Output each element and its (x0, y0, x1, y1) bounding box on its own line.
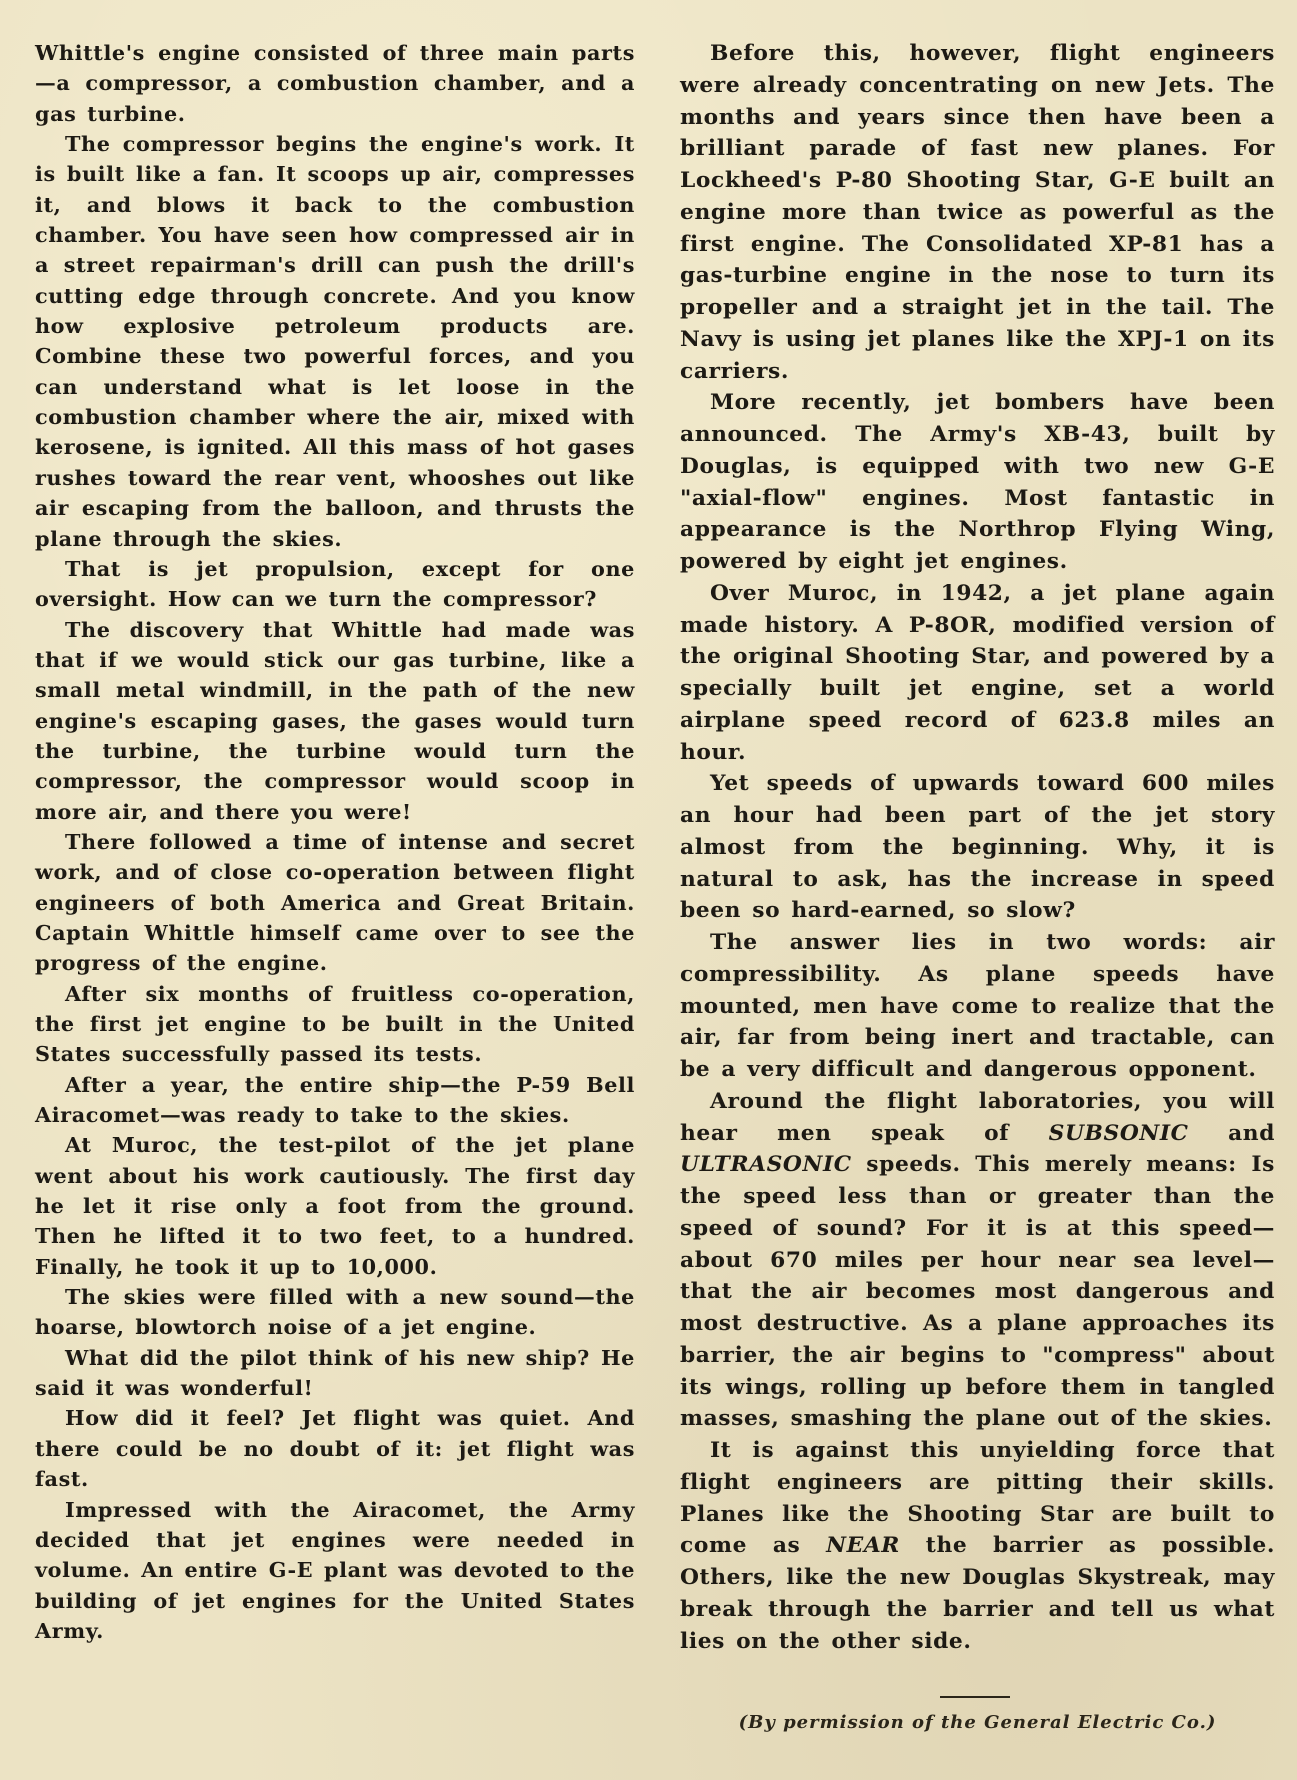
near-emphasis: NEAR (826, 1533, 900, 1559)
paragraph-unyielding-force (680, 1435, 1275, 1657)
final-text-after: the barrier as possible. Others, like the new Douglas Skystreak, may break through the barrier and tell us what lies on the other side. (680, 1533, 1275, 1654)
paragraph-discovery: The discovery that Whittle had made was that if we would stick our gas turbine, like a small metal windmill, in the path of the new engine's escaping gases, the gases would turn the turbine, the turbine would turn the compressor, the compressor would scoop in more air, and there you were! (35, 617, 635, 824)
permission-credit: (By permission of the General Electric Co.) (738, 1712, 1217, 1733)
final-text-before: It is against this unyielding force that flight engineers are pitting their skills. Planes like the Shooting Star are built to come as (680, 1438, 1275, 1559)
paragraph-airacomet: After a year, the entire ship—the P-59 Bell Airacomet—was ready to take to the skies. (35, 1072, 635, 1128)
subsonic-text-before: Around the flight laboratories, you will hear men speak of (680, 1088, 1275, 1146)
paragraph-new-sound: The skies were filled with a new sound—the hoarse, blowtorch noise of a jet engine. (35, 1285, 635, 1340)
paragraph-muroc-test: At Muroc, the test-pilot of the jet plane went about his work cautiously. The first day he let it rise only a foot from the ground. Then he lifted it to two feet, to a hundred. Finally, he took it up to 10,000. (35, 1133, 635, 1279)
paragraph-cooperation: There followed a time of intense and secret work, and of close co-operation between flight engineers of both America and Great Britain. Captain Whittle himself came over to see the progress of the engine. (35, 829, 635, 976)
paragraph-speed-question: Yet speeds of upwards toward 600 miles an hour had been part of the jet story almost from the beginning. Why, it is natural to ask, has the increase in speed been so hard-earned, so slow? (680, 771, 1275, 924)
paragraph-army-decided: Impressed with the Airacomet, the Army decided that jet engines were needed in volume. An entire G-E plant was devoted to the building of jet engines for the United States Army. (35, 1497, 635, 1643)
paragraph-jet-propulsion: That is jet propulsion, except for one oversight. How can we turn the compressor? (35, 556, 635, 612)
paragraph-subsonic (680, 1086, 1275, 1435)
paragraph-compressibility: The answer lies in two words: air compressibility. As plane speeds have mounted, men have come to realize that the air, far from being inert and tractable, can be a very difficult and dangerous opponent. (680, 930, 1275, 1082)
subsonic-term: SUBSONIC (1048, 1120, 1189, 1146)
left-column (35, 38, 635, 1646)
credit-divider (940, 1696, 1010, 1698)
subsonic-text-middle: and (1188, 1120, 1275, 1146)
paragraph-speed-record: Over Muroc, in 1942, a jet plane again made history. A P-8OR, modified version of the original Shooting Star, and powered by a specially built jet engine, set a world airplane speed record of 623.8 miles an hour. (680, 580, 1275, 765)
ultrasonic-term: ULTRASONIC (680, 1152, 852, 1178)
paragraph-pilot-opinion: What did the pilot think of his new ship? He said it was wonderful! (35, 1345, 635, 1401)
subsonic-text-after: speeds. This merely means: Is the speed less than or greater than the speed of sound? For it is at this speed—about 670 miles per hour near sea level—that the air becomes most dangerous and most destructive. As a plane approaches its barrier, the air begins to "compress" about its wings, rolling up before them in tangled masses, smashing the plane out of the skies. (680, 1152, 1275, 1432)
right-column (680, 38, 1275, 1657)
paragraph-jet-flight: How did it feel? Jet flight was quiet. And there could be no doubt of it: jet flight was fast. (35, 1406, 635, 1492)
paragraph-jet-bombers: More recently, jet bombers have been announced. The Army's XB-43, built by Douglas, is equipped with two new G-E "axial-flow" engines. Most fantastic in appearance is the Northrop Flying Wing, powered by eight jet engines. (680, 390, 1275, 574)
paragraph-new-jets: Before this, however, flight engineers were already concentrating on new Jets. The months and years since then have been a brilliant parade of fast new planes. For Lockheed's P-80 Shooting Star, G-E built an engine more than twice as powerful as the first engine. The Consolidated XP-81 has a gas-turbine engine in the nose to turn its propeller and a straight jet in the tail. The Navy is using jet planes like the XPJ-1 on its carriers. (680, 41, 1275, 384)
paragraph-whittle-engine: Whittle's engine consisted of three main parts—a compressor, a combustion chamber, and a gas turbine. (35, 41, 635, 126)
paragraph-six-months: After six months of fruitless co-operation, the first jet engine to be built in the United States successfully passed its tests. (35, 981, 635, 1067)
paragraph-compressor: The compressor begins the engine's work. It is built like a fan. It scoops up air, compresses it, and blows it back to the combustion chamber. You have seen how compressed air in a street repairman's drill can push the drill's cutting edge through concrete. And you know how explosive petroleum products are. Combine these two powerful forces, and you can understand what is let loose in the combustion chamber where the air, mixed with kerosene, is ignited. All this mass of hot gases rushes toward the rear vent, whooshes out like air escaping from the balloon, and thrusts the plane through the skies. (35, 132, 635, 551)
